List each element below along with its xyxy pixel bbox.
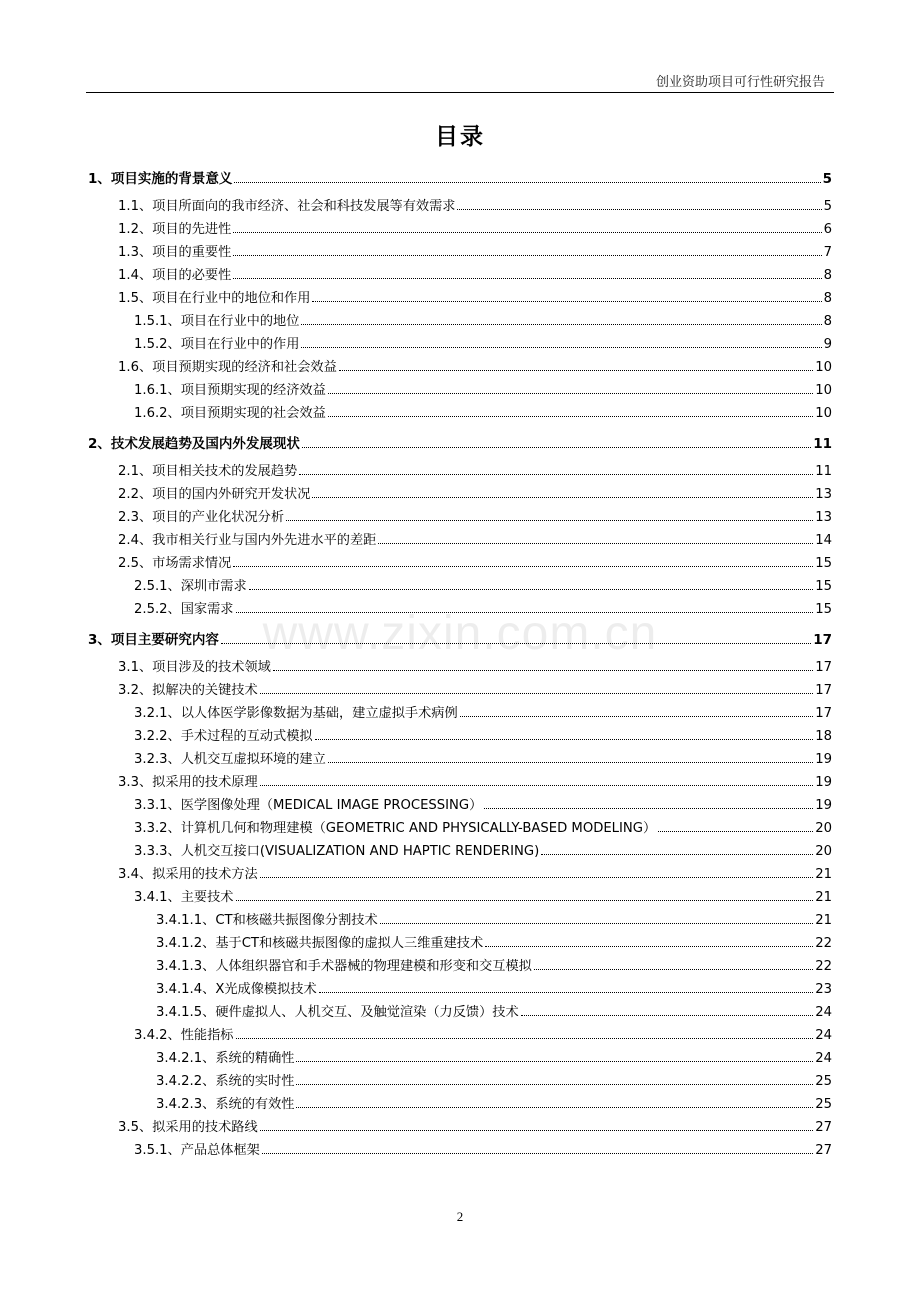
toc-dot-leader [233,566,813,567]
toc-dot-leader [233,232,821,233]
toc-entry-label: 2.2、项目的国内外研究开发状况 [118,486,311,502]
toc-dot-leader [301,324,821,325]
toc-dot-leader [296,1107,813,1108]
toc-entry[interactable] [88,858,832,881]
toc-entry-page: 17 [813,631,832,648]
toc-entry[interactable] [88,996,832,1019]
toc-entry[interactable] [88,927,832,950]
toc-entry[interactable] [88,835,832,858]
toc-entry-label: 3.1、项目涉及的技术领域 [118,659,271,675]
toc-entry-page: 17 [815,659,832,675]
toc-entry-page: 24 [815,1027,832,1043]
toc-entry-page: 20 [815,820,832,836]
toc-entry-label: 1.5.1、项目在行业中的地位 [134,313,300,329]
toc-dot-leader [328,416,813,417]
toc-entry-page: 18 [815,728,832,744]
toc-entry-page: 7 [823,244,832,260]
toc-entry-page: 19 [815,774,832,790]
toc-entry[interactable] [88,950,832,973]
toc-entry[interactable] [88,428,832,451]
toc-dot-leader [301,347,821,348]
toc-entry-page: 15 [815,601,832,617]
toc-entry[interactable] [88,904,832,927]
toc-dot-leader [296,1061,813,1062]
toc-entry[interactable] [88,743,832,766]
toc-dot-leader [260,877,814,878]
toc-dot-leader [328,762,813,763]
toc-entry[interactable] [88,236,832,259]
toc-dot-leader [233,255,821,256]
toc-dot-leader [234,182,820,183]
toc-entry-label: 3.2.1、以人体医学影像数据为基础，建立虚拟手术病例 [134,705,458,721]
toc-title: 目录 [435,124,485,150]
toc-dot-leader [260,1130,814,1131]
toc-entry-label: 2.5、市场需求情况 [118,555,232,571]
toc-entry-label: 3.3.3、人机交互接口(VISUALIZATION AND HAPTIC RENDERING) [134,843,540,859]
toc-entry-label: 2.4、我市相关行业与国内外先进水平的差距 [118,532,377,548]
toc-entry-page: 10 [815,405,832,421]
toc-entry-label: 1.1、项目所面向的我市经济、社会和科技发展等有效需求 [118,198,456,214]
toc-entry-label: 3.2.3、人机交互虚拟环境的建立 [134,751,326,767]
toc-dot-leader [460,716,814,717]
toc-entry-label: 3.4.2、性能指标 [134,1027,234,1043]
toc-entry[interactable] [88,789,832,812]
toc-entry-label: 3.4.1.3、人体组织器官和手术器械的物理建模和形变和交互模拟 [156,958,532,974]
toc-entry[interactable] [88,1088,832,1111]
toc-entry-label: 3.3、拟采用的技术原理 [118,774,258,790]
toc-entry-label: 3.4、拟采用的技术方法 [118,866,258,882]
toc-dot-leader [328,393,813,394]
toc-entry-label: 3.2.2、手术过程的互动式模拟 [134,728,313,744]
toc-entry-page: 10 [815,382,832,398]
toc-entry-page: 21 [815,912,832,928]
toc-entry-label: 3.4.1.2、基于CT和核磁共振图像的虚拟人三维重建技术 [156,935,484,951]
toc-entry-label: 3.3.2、计算机几何和物理建模（GEOMETRIC AND PHYSICALLY-BASED MODELING） [134,820,657,836]
toc-entry[interactable] [88,282,832,305]
toc-entry-label: 1.3、项目的重要性 [118,244,232,260]
toc-entry-page: 13 [815,509,832,525]
toc-dot-leader [312,497,813,498]
toc-entry-label: 1.6、项目预期实现的经济和社会效益 [118,359,337,375]
toc-entry-page: 24 [815,1050,832,1066]
toc-dot-leader [658,831,813,832]
toc-entry[interactable] [88,720,832,743]
toc-entry[interactable] [88,1134,832,1157]
toc-entry-page: 17 [815,705,832,721]
toc-dot-leader [262,1153,813,1154]
toc-dot-leader [541,854,813,855]
toc-entry[interactable] [88,213,832,236]
toc-entry-page: 22 [815,935,832,951]
running-header: 创业资助项目可行性研究报告 [655,75,825,90]
toc-entry-page: 8 [823,290,832,306]
toc-entry-label: 2、技术发展趋势及国内外发展现状 [88,435,300,452]
toc-entry-page: 11 [815,463,832,479]
toc-dot-leader [299,474,813,475]
toc-entry[interactable] [88,455,832,478]
toc-entry[interactable] [88,547,832,570]
toc-dot-leader [302,447,811,448]
watermark: www.zixin.com.cn [262,607,658,660]
toc-entry-page: 8 [823,313,832,329]
toc-entry-page: 13 [815,486,832,502]
toc-dot-leader [534,969,813,970]
toc-entry-label: 1.4、项目的必要性 [118,267,232,283]
toc-entry-page: 27 [815,1142,832,1158]
toc-entry-label: 3.5、拟采用的技术路线 [118,1119,258,1135]
toc-entry[interactable] [88,328,832,351]
toc-entry-page: 25 [815,1096,832,1112]
toc-entry[interactable] [88,881,832,904]
toc-entry-label: 3.4.1.1、CT和核磁共振图像分割技术 [156,912,378,928]
toc-dot-leader [380,923,814,924]
toc-entry-page: 27 [815,1119,832,1135]
toc-dot-leader [296,1084,813,1085]
toc-entry[interactable] [88,1019,832,1042]
toc-dot-leader [457,209,821,210]
toc-entry[interactable] [88,501,832,524]
toc-dot-leader [233,278,821,279]
toc-dot-leader [315,739,814,740]
toc-entry-label: 1、项目实施的背景意义 [88,170,233,187]
toc-entry-page: 14 [815,532,832,548]
toc-dot-leader [484,808,813,809]
toc-dot-leader [236,900,814,901]
toc-entry-label: 1.5.2、项目在行业中的作用 [134,336,300,352]
toc-entry-page: 10 [815,359,832,375]
toc-entry-page: 11 [813,435,832,452]
toc-entry-label: 2.3、项目的产业化状况分析 [118,509,285,525]
toc-dot-leader [260,785,814,786]
toc-entry-label: 3.4.1.4、X光成像模拟技术 [156,981,317,997]
toc-entry-label: 2.1、项目相关技术的发展趋势 [118,463,298,479]
toc-entry[interactable] [88,766,832,789]
toc-entry[interactable] [88,812,832,835]
toc-entry-page: 22 [815,958,832,974]
toc-dot-leader [236,1038,814,1039]
toc-entry-page: 21 [815,866,832,882]
toc-dot-leader [521,1015,814,1016]
toc-entry-page: 9 [823,336,832,352]
toc-entry[interactable] [88,305,832,328]
toc-dot-leader [339,370,813,371]
toc-entry-label: 2.5.1、深圳市需求 [134,578,247,594]
toc-entry-page: 21 [815,889,832,905]
toc-entry[interactable] [88,351,832,374]
toc-entry[interactable] [88,524,832,547]
toc-entry-page: 5 [822,170,832,187]
toc-entry-page: 17 [815,682,832,698]
toc-entry-label: 3.4.2.2、系统的实时性 [156,1073,295,1089]
toc-entry-label: 1.6.1、项目预期实现的经济效益 [134,382,326,398]
toc-entry-label: 3.4.1、主要技术 [134,889,234,905]
toc-entry-label: 3.5.1、产品总体框架 [134,1142,260,1158]
toc-dot-leader [249,589,814,590]
toc-entry-page: 8 [823,267,832,283]
toc-entry-page: 15 [815,555,832,571]
toc-entry-label: 1.2、项目的先进性 [118,221,232,237]
toc-entry[interactable] [88,163,832,186]
toc-dot-leader [273,670,813,671]
toc-entry-page: 5 [823,198,832,214]
toc-entry-label: 3.4.1.5、硬件虚拟人、人机交互、及触觉渲染（力反馈）技术 [156,1004,519,1020]
toc-entry-label: 3、项目主要研究内容 [88,631,219,648]
toc-dot-leader [260,693,814,694]
toc-entry[interactable] [88,190,832,213]
toc-entry-label: 3.3.1、医学图像处理（MEDICAL IMAGE PROCESSING） [134,797,483,813]
toc-entry[interactable] [88,259,832,282]
header-divider [86,92,834,93]
page-number: 2 [456,1209,464,1224]
toc-entry-page: 19 [815,751,832,767]
toc-entry[interactable] [88,1042,832,1065]
toc-entry[interactable] [88,570,832,593]
toc-dot-leader [312,301,821,302]
toc-entry-page: 23 [815,981,832,997]
toc-dot-leader [378,543,813,544]
toc-entry[interactable] [88,1111,832,1134]
toc-dot-leader [485,946,813,947]
toc-entry-page: 24 [815,1004,832,1020]
toc-entry[interactable] [88,1065,832,1088]
toc-entry-label: 1.5、项目在行业中的地位和作用 [118,290,311,306]
toc-entry[interactable] [88,674,832,697]
toc-entry-label: 1.6.2、项目预期实现的社会效益 [134,405,326,421]
toc-entry[interactable] [88,397,832,420]
toc-entry[interactable] [88,973,832,996]
toc-entry-label: 3.4.2.3、系统的有效性 [156,1096,295,1112]
toc-entry-page: 19 [815,797,832,813]
toc-entry[interactable] [88,374,832,397]
toc-entry-label: 3.4.2.1、系统的精确性 [156,1050,295,1066]
toc-entry[interactable] [88,478,832,501]
toc-entry[interactable] [88,697,832,720]
toc-entry-page: 6 [823,221,832,237]
toc-dot-leader [286,520,813,521]
toc-entry-page: 25 [815,1073,832,1089]
toc-dot-leader [319,992,814,993]
toc-entry-label: 3.2、拟解决的关键技术 [118,682,258,698]
toc-entry-page: 20 [815,843,832,859]
toc-entry-page: 15 [815,578,832,594]
toc-entry-label: 2.5.2、国家需求 [134,601,234,617]
